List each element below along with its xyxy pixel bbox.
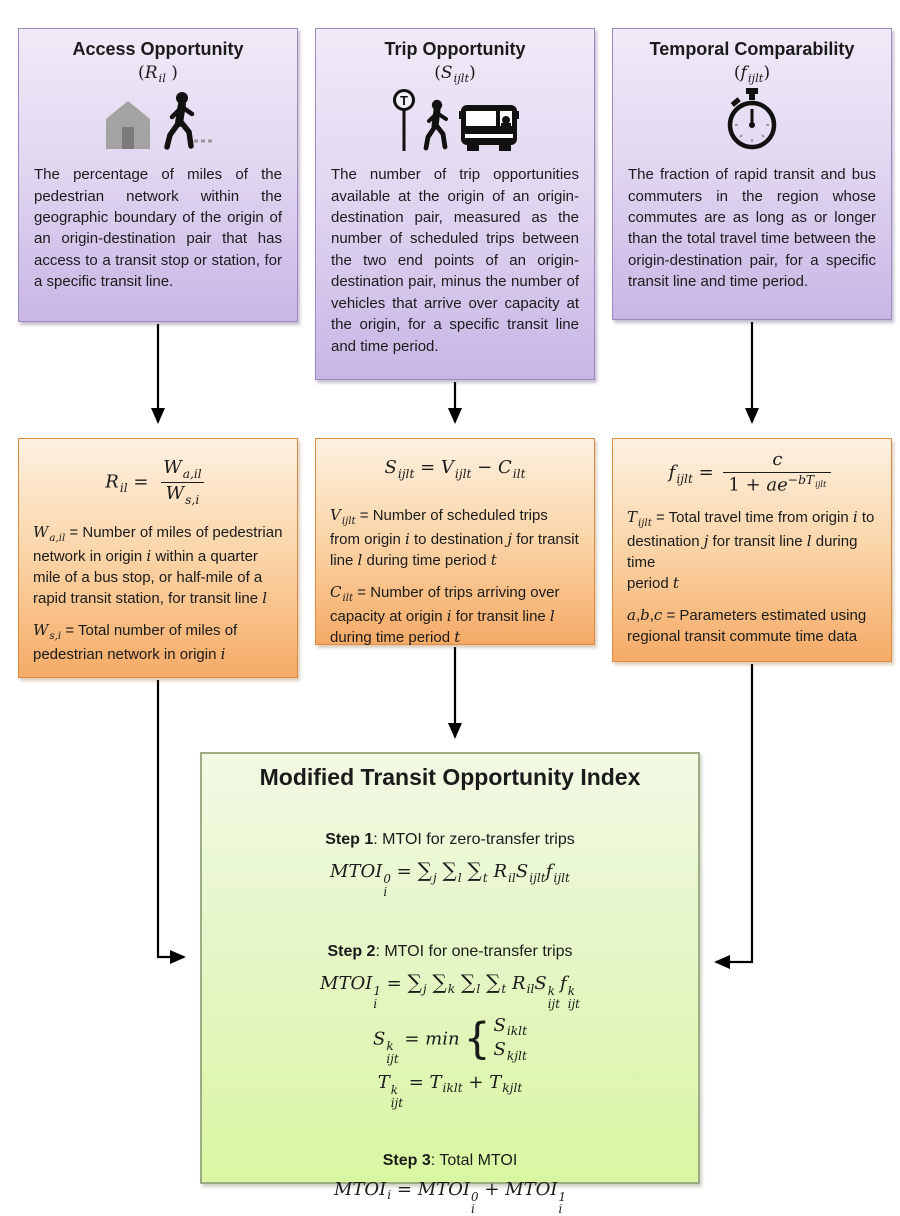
mtoi-step2-formula-1: MTOI 1 i = $\sum_j$ $\sum_k$ $\sum_l$ $\sum_t$ $R_{il}S$ k ijt f k ijt: [220, 970, 680, 1011]
temporal-comparability-title: Temporal Comparability: [628, 39, 876, 60]
access-opportunity-box: [18, 28, 298, 322]
mtoi-step1-formula: MTOI 0 i = $\sum_j$ $\sum_l$ $\sum_t$ $R_{il}S_{ijlt}f_{ijlt}$: [220, 858, 680, 899]
trip-opportunity-box: [315, 28, 595, 380]
temporal-formula-box: [612, 438, 892, 662]
svg-text:T: T: [400, 93, 408, 108]
temporal-comparability-symbol: $(f_{ijlt})$: [628, 63, 876, 85]
access-opportunity-symbol: ($R_{il}$ ): [34, 63, 282, 85]
temporal-comparability-box: [612, 28, 892, 320]
trip-opportunity-description: The number of trip opportunities available at the origin of an origin-destination pair, measured as the number of scheduled trips between the two end points of an origin-destination pair, minus the number of vehicles that arrive over capacity at the origin, for a specific transit line and time period.: [331, 164, 579, 357]
access-opportunity-title: Access Opportunity: [34, 39, 282, 60]
mtoi-step2-formula-3: T k ijt = $T_{iklt} + T_{kjlt}$: [220, 1072, 680, 1110]
bus-icon: [459, 95, 519, 156]
trip-opportunity-title: Trip Opportunity: [331, 39, 579, 60]
access-formula: $R_{il}$ = $\frac{W_{a,il}}{W_{s,i}}$: [33, 457, 283, 508]
mtoi-step3-label: Step 3: Total MTOI: [220, 1152, 680, 1170]
arrow-access-to-mtoi: [158, 680, 184, 957]
house-icon: [102, 97, 154, 156]
access-definition-2: $W_{s,i}$ = Total number of miles of pedestrian network in origin i: [33, 620, 283, 665]
trip-definition-1: $V_{ijlt}$ = Number of scheduled trips from origin i to destination j for transit line l during time period t: [330, 505, 580, 571]
trip-formula: $S_{ijlt} = V_{ijlt} - C_{ilt}$: [330, 457, 580, 481]
mtoi-box: [200, 752, 700, 1184]
mtoi-step2-label: Step 2: MTOI for one-transfer trips: [220, 943, 680, 961]
access-definition-1: $W_{a,il}$ = Number of miles of pedestrian network in origin i within a quarter mile of a bus stop, or half-mile of a rapid transit station, for transit line l: [33, 522, 283, 609]
mtoi-step2-formula-2: S k ijt = min { $S_{iklt}$ $S_{kjlt}$: [220, 1015, 680, 1066]
access-formula-box: [18, 438, 298, 678]
temporal-definition-2: a,b,c = Parameters estimated using regional transit commute time data: [627, 605, 877, 647]
mtoi-title: Modified Transit Opportunity Index: [220, 764, 680, 791]
temporal-comparability-description: The fraction of rapid transit and bus commuters in the region whose commutes are as long as or longer than the total travel time between the origin-destination pair, for a specific transit line and time period.: [628, 164, 876, 293]
transit-stop-sign-icon: [391, 89, 417, 156]
temporal-formula: $f_{ijlt}$ = $\frac{c}{1 + ae^{-bT_{ijlt}}}$: [627, 449, 877, 497]
stopwatch-icon: [723, 87, 781, 156]
trip-definition-2: $C_{ilt}$ = Number of trips arriving over capacity at origin i for transit line l during time period t: [330, 582, 580, 648]
mtoi-step1-label: Step 1: MTOI for zero-transfer trips: [220, 831, 680, 849]
trip-opportunity-symbol: $(S_{ijlt})$: [331, 63, 579, 85]
access-opportunity-description: The percentage of miles of the pedestrian network within the geographic boundary of the origin of an origin-destination pair that has access to a transit stop or station, for a specific transit line.: [34, 164, 282, 293]
trip-formula-box: [315, 438, 595, 645]
arrow-temporal-to-mtoi: [716, 664, 752, 962]
pedestrian-icon: [421, 99, 455, 156]
pedestrian-icon: [158, 91, 214, 156]
temporal-definition-1: $T_{ijlt}$ = Total travel time from origin i to destination j for transit line l during time period t: [627, 507, 877, 594]
mtoi-step3-formula: $MTOI_i$ = MTOI 0 i + MTOI 1 i: [220, 1179, 680, 1216]
